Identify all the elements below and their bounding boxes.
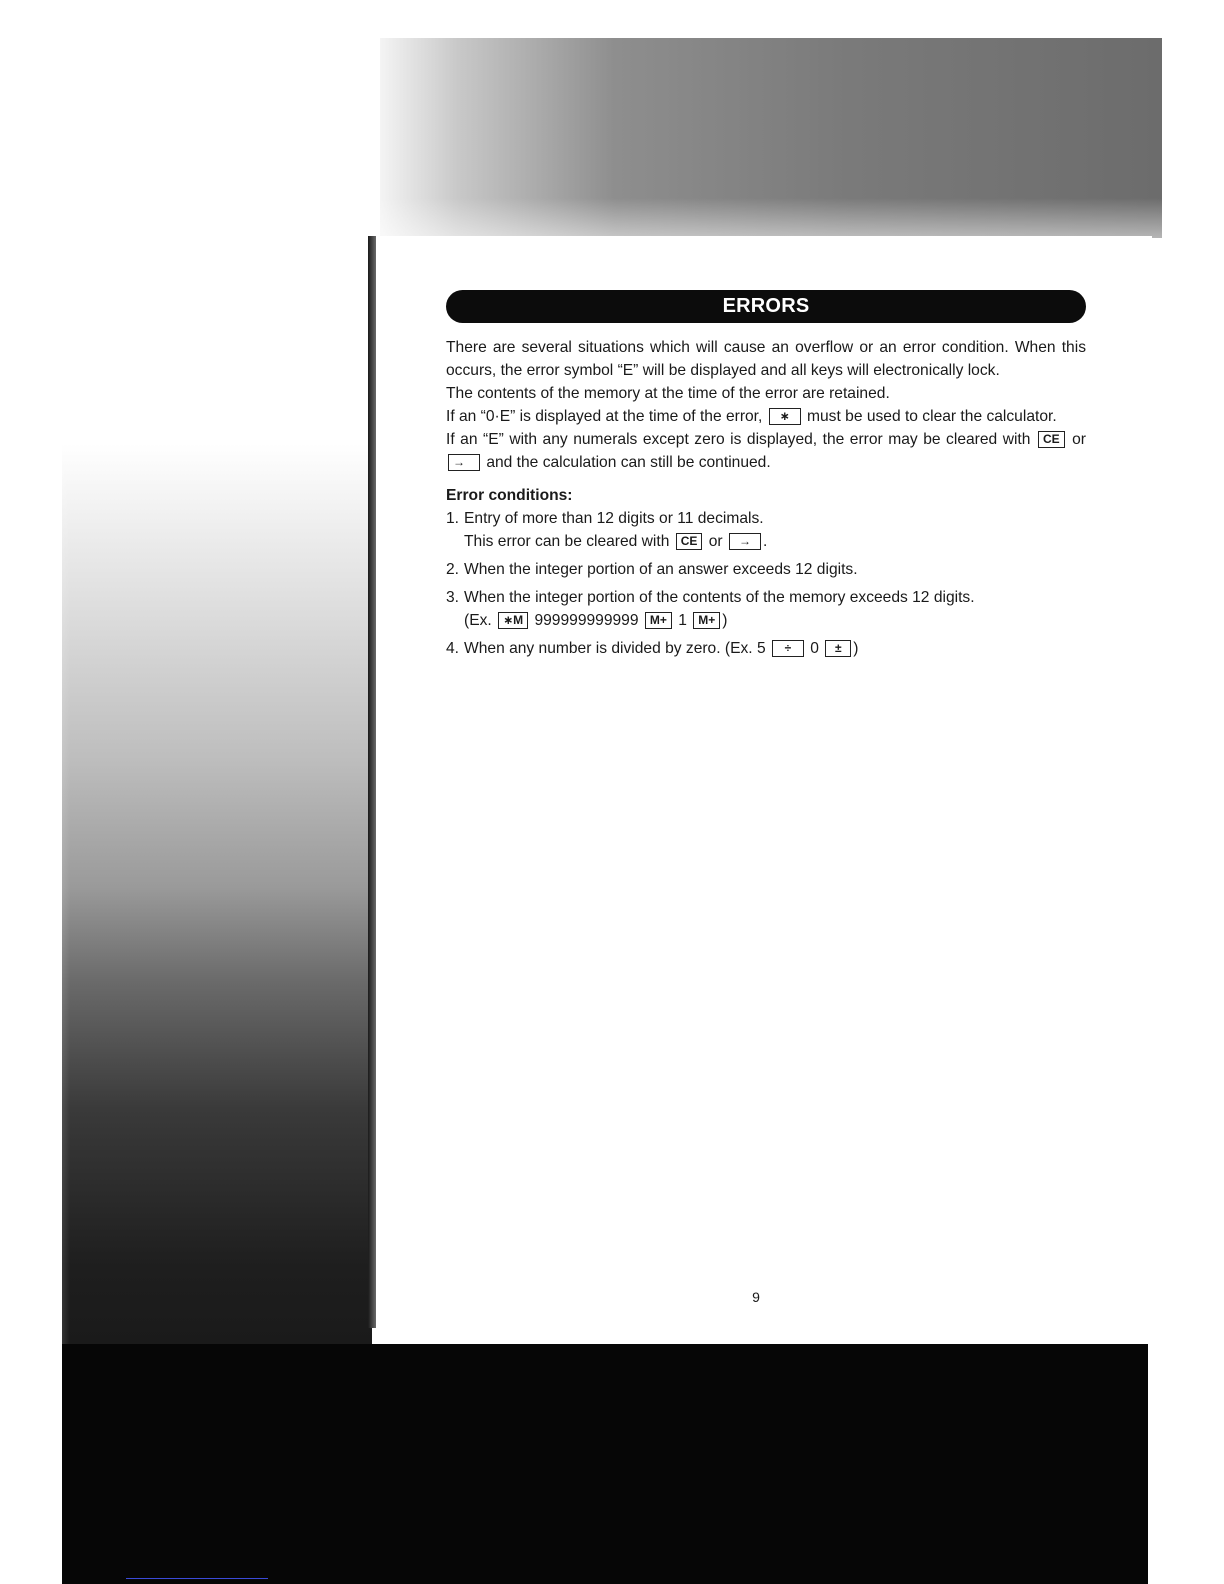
list-item <box>446 507 1086 553</box>
backspace-key: → <box>729 533 761 550</box>
intro-paragraph-3 <box>446 405 1086 428</box>
page-number: 9 <box>752 1289 760 1305</box>
example-value-2: 1 <box>673 612 692 629</box>
item-number: 4. <box>446 640 460 657</box>
item-text-close: ) <box>853 640 859 657</box>
conditions-list <box>446 507 1086 660</box>
page-spine <box>368 236 376 1328</box>
clear-entry-key: CE <box>676 533 703 550</box>
item-number: 1. <box>446 510 460 527</box>
example-value-1: 999999999999 <box>530 612 643 629</box>
item-number: 3. <box>446 589 460 606</box>
scan-margin-left <box>0 0 62 1584</box>
list-item <box>446 558 1086 581</box>
list-item <box>446 586 1086 632</box>
intro-paragraph-1: There are several situations which will cause an overflow or an error condition. When this occurs, the error symbol “E” will be displayed and all keys will electronically lock. <box>446 339 1086 379</box>
page-content <box>446 336 1086 665</box>
equals-key: ± <box>825 640 851 657</box>
item-sub-or: or <box>704 533 727 550</box>
intro-4-or: or <box>1066 431 1086 448</box>
item-sub-text-a: This error can be cleared with <box>464 533 674 550</box>
item-number: 2. <box>446 561 460 578</box>
memory-plus-key: M+ <box>645 612 672 629</box>
intro-4-text-b: and the calculation can still be continued. <box>482 454 771 471</box>
item-sub-text-b: . <box>762 533 768 550</box>
item-text: When the integer portion of an answer exceeds 12 digits. <box>464 561 858 578</box>
intro-3-text-a: If an “0·E” is displayed at the time of the error, <box>446 408 767 425</box>
backspace-key: → <box>448 454 480 471</box>
memory-clear-key: ∗M <box>498 612 528 629</box>
item-text-a: When any number is divided by zero. (Ex. 5 <box>464 640 770 657</box>
item-text: Entry of more than 12 digits or 11 decimals. <box>464 510 764 527</box>
scan-shadow-top <box>380 38 1162 238</box>
intro-3-text-b: must be used to clear the calculator. <box>802 408 1057 425</box>
example-open: (Ex. <box>464 612 497 629</box>
example-close: ) <box>722 612 728 629</box>
clear-entry-key: CE <box>1038 431 1065 448</box>
intro-4-text-a: If an “E” with any numerals except zero is displayed, the error may be cleared with <box>446 431 1036 448</box>
intro-paragraph-2: The contents of the memory at the time of the error are retained. <box>446 385 890 402</box>
item-text: When the integer portion of the contents of the memory exceeds 12 digits. <box>464 589 975 606</box>
item-text-mid: 0 <box>805 640 824 657</box>
conditions-heading: Error conditions: <box>446 487 573 504</box>
clear-all-key: ∗ <box>769 408 801 425</box>
underline-mark <box>126 1578 268 1579</box>
intro-paragraph-4 <box>446 428 1086 474</box>
scan-shadow-bottom <box>62 1344 1148 1584</box>
divide-key: ÷ <box>772 640 804 657</box>
section-title: ERRORS <box>722 295 810 317</box>
list-item <box>446 637 1086 660</box>
memory-plus-key: M+ <box>693 612 720 629</box>
section-title-bar <box>446 290 1086 323</box>
